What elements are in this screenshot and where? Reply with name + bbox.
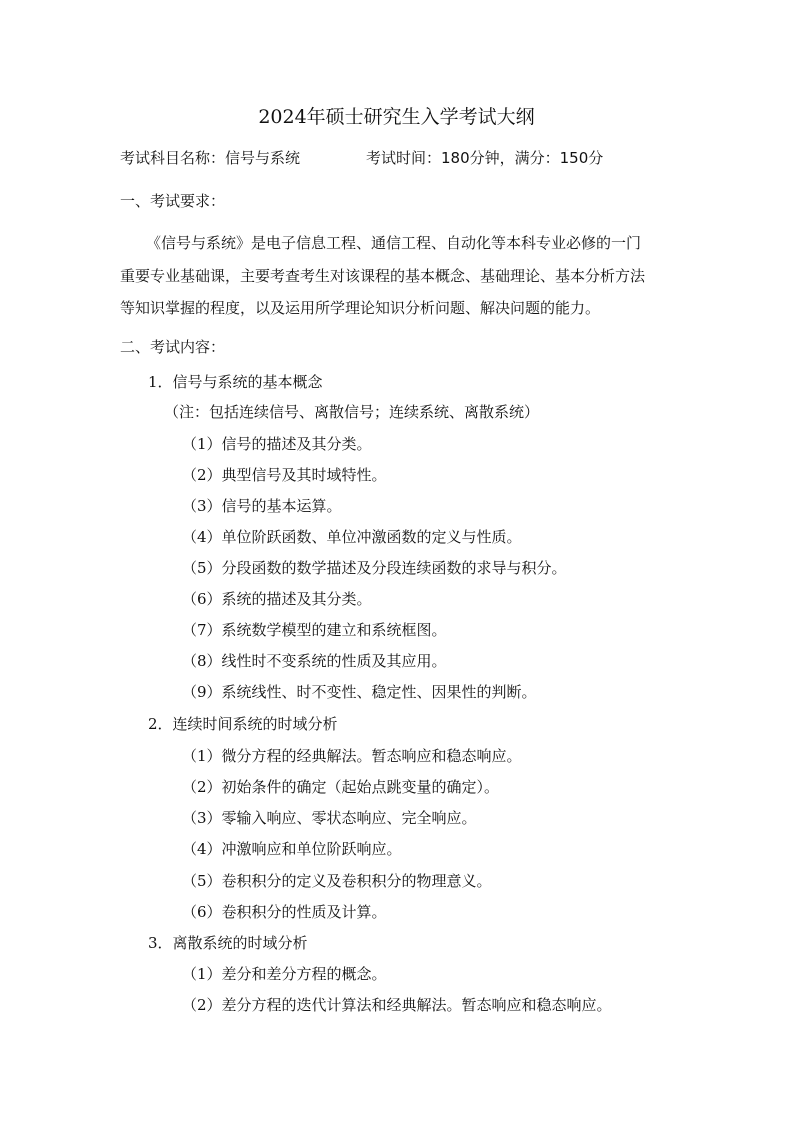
document-title: 2024年硕士研究生入学考试大纲 — [258, 106, 535, 128]
list-item: （1）差分和差分方程的概念。 — [182, 965, 387, 983]
topic-title: 2．连续时间系统的时域分析 — [148, 715, 338, 733]
list-item: （3）零输入响应、零状态响应、完全响应。 — [182, 809, 477, 827]
topic-note: （注：包括连续信号、离散信号；连续系统、离散系统） — [164, 403, 540, 421]
subject-label: 考试科目名称：信号与系统 — [120, 149, 301, 167]
paragraph-line: 等知识掌握的程度，以及运用所学理论知识分析问题、解决问题的能力。 — [120, 299, 601, 317]
list-item: （5）分段函数的数学描述及分段连续函数的求导与积分。 — [182, 559, 567, 577]
list-item: （1）信号的描述及其分类。 — [182, 435, 372, 453]
topic-title: 1．信号与系统的基本概念 — [148, 373, 323, 391]
section2-heading: 二、考试内容： — [120, 338, 226, 356]
list-item: （2）初始条件的确定（起始点跳变量的确定）。 — [182, 778, 500, 796]
list-item: （3）信号的基本运算。 — [182, 497, 342, 515]
section1-heading: 一、考试要求： — [120, 192, 226, 210]
list-item: （4）冲激响应和单位阶跃响应。 — [182, 840, 402, 858]
paragraph-line: 《信号与系统》是电子信息工程、通信工程、自动化等本科专业必修的一门 — [146, 234, 642, 252]
list-item: （2）典型信号及其时域特性。 — [182, 466, 387, 484]
exam-time-label: 考试时间：180分钟，满分：150分 — [366, 149, 604, 167]
list-item: （7）系统数学模型的建立和系统框图。 — [182, 621, 447, 639]
list-item: （9）系统线性、时不变性、稳定性、因果性的判断。 — [182, 683, 537, 701]
list-item: （2）差分方程的迭代计算法和经典解法。暂态响应和稳态响应。 — [182, 996, 612, 1014]
list-item: （8）线性时不变系统的性质及其应用。 — [182, 652, 447, 670]
list-item: （5）卷积积分的定义及卷积积分的物理意义。 — [182, 872, 492, 890]
list-item: （1）微分方程的经典解法。暂态响应和稳态响应。 — [182, 747, 522, 765]
list-item: （6）卷积积分的性质及计算。 — [182, 903, 387, 921]
topic-title: 3．离散系统的时域分析 — [148, 934, 308, 952]
list-item: （6）系统的描述及其分类。 — [182, 590, 372, 608]
list-item: （4）单位阶跃函数、单位冲激函数的定义与性质。 — [182, 528, 522, 546]
paragraph-line: 重要专业基础课，主要考查考生对该课程的基本概念、基础理论、基本分析方法 — [120, 267, 646, 285]
